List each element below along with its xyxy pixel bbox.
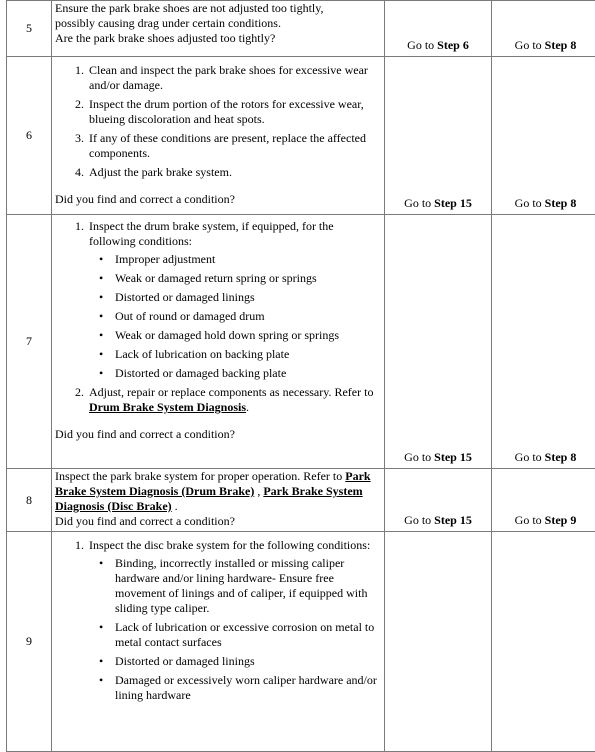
bullet-list — [89, 252, 382, 381]
numbered-list — [55, 538, 382, 703]
list-item — [87, 219, 382, 381]
list-item: 3. If any of these conditions are present, replace the affected components. — [87, 131, 382, 161]
table-row — [7, 469, 595, 532]
yes-cell — [385, 57, 492, 215]
list-item-text: Inspect the disc brake system for the following conditions: — [89, 538, 370, 552]
numbered-list — [55, 63, 382, 180]
yes-cell — [385, 469, 492, 532]
bullet-list — [89, 556, 382, 703]
action-text — [55, 469, 382, 514]
numbered-list — [55, 219, 382, 415]
goto-step-link[interactable]: Step 8 — [545, 38, 577, 52]
list-item: 2. Inspect the drum portion of the rotors for excessive wear, blueing discoloration and heat spots. — [87, 97, 382, 127]
bullet-item: • Binding, incorrectly installed or missing caliper hardware and/or lining hardware- Ensure free movement of linings and of caliper, if equipped with sliding type caliper. — [113, 556, 382, 616]
list-item — [87, 538, 382, 703]
list-item: 1. Clean and inspect the park brake shoes for excessive wear and/or damage. — [87, 63, 382, 93]
list-item — [87, 385, 382, 415]
goto-prefix: Go to — [515, 196, 545, 210]
list-item-text: Inspect the drum brake system, if equipped, for the following conditions: — [89, 219, 334, 248]
goto-prefix: Go to — [515, 38, 545, 52]
table-row — [7, 57, 595, 215]
goto-prefix: Go to — [404, 450, 434, 464]
no-cell — [492, 57, 595, 215]
action-cell — [52, 215, 385, 469]
yes-cell — [385, 532, 492, 752]
no-cell — [492, 532, 595, 752]
bullet-item: • Damaged or excessively worn caliper hardware and/or lining hardware — [113, 673, 382, 703]
step-number: 9 — [7, 532, 52, 752]
table-row — [7, 215, 595, 469]
bullet-item: • Lack of lubrication on backing plate — [113, 347, 382, 362]
drum-brake-diagnosis-link[interactable]: Drum Brake System Diagnosis — [89, 400, 246, 414]
goto-step-link[interactable]: Step 15 — [434, 450, 472, 464]
no-cell — [492, 1, 595, 57]
question-text: Are the park brake shoes adjusted too tightly? — [55, 31, 382, 46]
goto-prefix: Go to — [404, 196, 434, 210]
punctuation: . — [246, 400, 249, 414]
action-cell — [52, 1, 385, 57]
table-row — [7, 532, 595, 752]
goto-step-link[interactable]: Step 6 — [437, 38, 469, 52]
yes-cell — [385, 1, 492, 57]
table-row — [7, 1, 595, 57]
goto-step-link[interactable]: Step 15 — [434, 196, 472, 210]
no-cell — [492, 215, 595, 469]
question-text: Did you find and correct a condition? — [55, 427, 382, 442]
goto-step-link[interactable]: Step 9 — [545, 513, 577, 527]
goto-prefix: Go to — [515, 513, 545, 527]
action-cell — [52, 469, 385, 532]
action-text-lead: Inspect the park brake system for proper operation. Refer to — [55, 469, 342, 483]
question-text: Did you find and correct a condition? — [55, 514, 382, 529]
park-brake-disc-diagnosis-link[interactable]: Park Brake System Diagnosis (Disc Brake) — [55, 484, 363, 513]
step-number: 8 — [7, 469, 52, 532]
goto-step-link[interactable]: Step 15 — [434, 513, 472, 527]
bullet-item: • Distorted or damaged linings — [113, 654, 382, 669]
bullet-item: • Distorted or damaged linings — [113, 290, 382, 305]
no-cell — [492, 469, 595, 532]
bullet-item: • Weak or damaged hold down spring or springs — [113, 328, 382, 343]
action-cell — [52, 57, 385, 215]
bullet-item: • Lack of lubrication or excessive corrosion on metal to metal contact surfaces — [113, 620, 382, 650]
list-item: 4. Adjust the park brake system. — [87, 165, 382, 180]
park-brake-drum-diagnosis-link[interactable]: Park Brake System Diagnosis (Drum Brake) — [55, 469, 371, 498]
action-text: Ensure the park brake shoes are not adjusted too tightly, — [55, 1, 382, 16]
bullet-item: • Out of round or damaged drum — [113, 309, 382, 324]
goto-prefix: Go to — [407, 38, 437, 52]
question-text: Did you find and correct a condition? — [55, 192, 382, 207]
goto-prefix: Go to — [515, 450, 545, 464]
separator: , — [254, 484, 263, 498]
action-text: possibly causing drag under certain conditions. — [55, 16, 382, 31]
step-number: 7 — [7, 215, 52, 469]
step-number: 6 — [7, 57, 52, 215]
action-cell — [52, 532, 385, 752]
goto-step-link[interactable]: Step 8 — [545, 196, 577, 210]
list-item-text: Adjust, repair or replace components as necessary. Refer to — [89, 385, 373, 399]
goto-step-link[interactable]: Step 8 — [545, 450, 577, 464]
punctuation: . — [172, 499, 178, 513]
bullet-item: • Improper adjustment — [113, 252, 382, 267]
bullet-item: • Distorted or damaged backing plate — [113, 366, 382, 381]
bullet-item: • Weak or damaged return spring or springs — [113, 271, 382, 286]
yes-cell — [385, 215, 492, 469]
goto-prefix: Go to — [404, 513, 434, 527]
diagnostic-table — [6, 0, 595, 752]
step-number: 5 — [7, 1, 52, 57]
